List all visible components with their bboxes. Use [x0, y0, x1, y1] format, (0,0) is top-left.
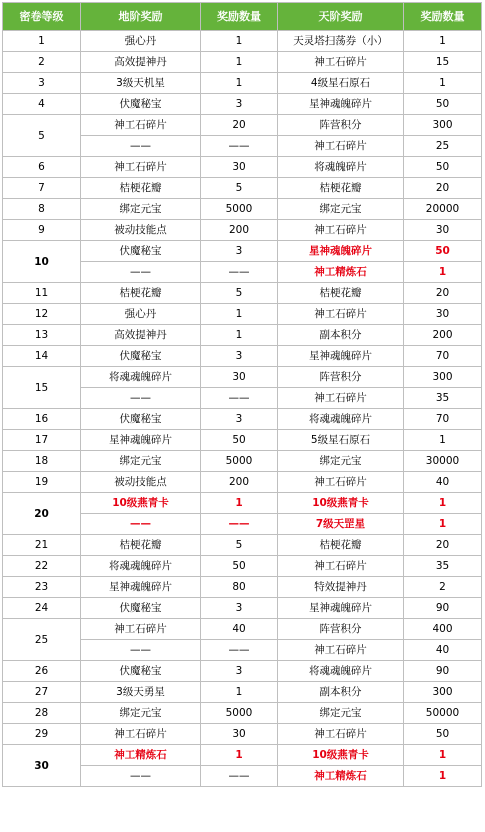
earth-reward-cell: 3级天机星 — [81, 73, 201, 94]
earth-quantity-cell: 30 — [201, 724, 278, 745]
level-cell: 23 — [3, 577, 81, 598]
earth-quantity-cell: 50 — [201, 430, 278, 451]
table-row — [3, 451, 482, 472]
heaven-reward-cell: 桔梗花瓣 — [278, 283, 404, 304]
heaven-quantity-cell: 300 — [404, 367, 482, 388]
heaven-reward-cell: 阵营积分 — [278, 619, 404, 640]
table-row — [3, 724, 482, 745]
level-cell: 26 — [3, 661, 81, 682]
earth-quantity-cell: 3 — [201, 346, 278, 367]
header-earth-quantity: 奖励数量 — [201, 3, 278, 31]
level-cell: 14 — [3, 346, 81, 367]
earth-quantity-cell: 1 — [201, 325, 278, 346]
table-row — [3, 52, 482, 73]
earth-reward-cell: 神工石碎片 — [81, 115, 201, 136]
level-cell: 22 — [3, 556, 81, 577]
heaven-reward-cell: 绑定元宝 — [278, 199, 404, 220]
level-cell: 10 — [3, 241, 81, 283]
earth-quantity-cell: 3 — [201, 661, 278, 682]
heaven-reward-cell: 神工石碎片 — [278, 640, 404, 661]
heaven-reward-cell: 副本积分 — [278, 682, 404, 703]
table-row — [3, 472, 482, 493]
table-row — [3, 409, 482, 430]
heaven-quantity-cell: 20 — [404, 178, 482, 199]
earth-quantity-cell: 5 — [201, 178, 278, 199]
earth-reward-cell: 10级燕青卡 — [81, 493, 201, 514]
heaven-quantity-cell: 300 — [404, 682, 482, 703]
earth-quantity-cell: 200 — [201, 472, 278, 493]
heaven-reward-cell: 桔梗花瓣 — [278, 535, 404, 556]
earth-quantity-cell: 1 — [201, 52, 278, 73]
table-row — [3, 241, 482, 262]
table-row — [3, 73, 482, 94]
table-row — [3, 703, 482, 724]
earth-reward-cell: 星神魂魄碎片 — [81, 577, 201, 598]
heaven-reward-cell: 10级燕青卡 — [278, 493, 404, 514]
earth-quantity-cell: —— — [201, 640, 278, 661]
heaven-quantity-cell: 40 — [404, 640, 482, 661]
earth-quantity-cell: 30 — [201, 367, 278, 388]
heaven-quantity-cell: 90 — [404, 661, 482, 682]
heaven-quantity-cell: 35 — [404, 556, 482, 577]
table-row — [3, 157, 482, 178]
earth-quantity-cell: 1 — [201, 745, 278, 766]
header-earth-reward: 地阶奖励 — [81, 3, 201, 31]
level-cell: 16 — [3, 409, 81, 430]
level-cell: 30 — [3, 745, 81, 787]
earth-quantity-cell: 50 — [201, 556, 278, 577]
earth-quantity-cell: —— — [201, 136, 278, 157]
heaven-reward-cell: 4级星石原石 — [278, 73, 404, 94]
heaven-reward-cell: 天灵塔扫荡券（小） — [278, 31, 404, 52]
earth-quantity-cell: 5000 — [201, 199, 278, 220]
heaven-quantity-cell: 50 — [404, 724, 482, 745]
heaven-quantity-cell: 1 — [404, 493, 482, 514]
heaven-reward-cell: 神工石碎片 — [278, 136, 404, 157]
level-cell: 17 — [3, 430, 81, 451]
level-cell: 7 — [3, 178, 81, 199]
heaven-quantity-cell: 70 — [404, 346, 482, 367]
level-cell: 8 — [3, 199, 81, 220]
heaven-reward-cell: 阵营积分 — [278, 367, 404, 388]
heaven-reward-cell: 7级天罡星 — [278, 514, 404, 535]
table-header-row — [3, 3, 482, 31]
heaven-quantity-cell: 70 — [404, 409, 482, 430]
table-row — [3, 493, 482, 514]
earth-reward-cell: 神工石碎片 — [81, 724, 201, 745]
heaven-reward-cell: 神工石碎片 — [278, 556, 404, 577]
heaven-quantity-cell: 1 — [404, 745, 482, 766]
heaven-quantity-cell: 90 — [404, 598, 482, 619]
heaven-quantity-cell: 20 — [404, 283, 482, 304]
table-row — [3, 283, 482, 304]
earth-quantity-cell: 3 — [201, 409, 278, 430]
heaven-quantity-cell: 50 — [404, 94, 482, 115]
earth-quantity-cell: 5000 — [201, 451, 278, 472]
header-heaven-quantity: 奖励数量 — [404, 3, 482, 31]
earth-quantity-cell: 1 — [201, 493, 278, 514]
heaven-quantity-cell: 15 — [404, 52, 482, 73]
earth-reward-cell: 强心丹 — [81, 304, 201, 325]
heaven-quantity-cell: 1 — [404, 766, 482, 787]
table-row — [3, 94, 482, 115]
heaven-reward-cell: 神工石碎片 — [278, 52, 404, 73]
earth-reward-cell: 3级天勇星 — [81, 682, 201, 703]
earth-quantity-cell: 20 — [201, 115, 278, 136]
earth-quantity-cell: 3 — [201, 241, 278, 262]
earth-reward-cell: 高效提神丹 — [81, 325, 201, 346]
table-row — [3, 325, 482, 346]
earth-quantity-cell: —— — [201, 766, 278, 787]
earth-reward-cell: 伏魔秘宝 — [81, 241, 201, 262]
earth-quantity-cell: 80 — [201, 577, 278, 598]
table-row — [3, 598, 482, 619]
earth-reward-cell: 绑定元宝 — [81, 703, 201, 724]
heaven-reward-cell: 将魂魄碎片 — [278, 157, 404, 178]
heaven-reward-cell: 特效提神丹 — [278, 577, 404, 598]
heaven-reward-cell: 将魂魂魄碎片 — [278, 661, 404, 682]
level-cell: 28 — [3, 703, 81, 724]
earth-quantity-cell: 1 — [201, 304, 278, 325]
heaven-quantity-cell: 1 — [404, 31, 482, 52]
heaven-reward-cell: 神工精炼石 — [278, 766, 404, 787]
earth-quantity-cell: 5 — [201, 535, 278, 556]
table-row — [3, 430, 482, 451]
table-body — [3, 31, 482, 787]
earth-reward-cell: 强心丹 — [81, 31, 201, 52]
earth-reward-cell: 伏魔秘宝 — [81, 94, 201, 115]
heaven-quantity-cell: 300 — [404, 115, 482, 136]
heaven-reward-cell: 神工石碎片 — [278, 220, 404, 241]
level-cell: 18 — [3, 451, 81, 472]
table-row — [3, 556, 482, 577]
earth-quantity-cell: 5 — [201, 283, 278, 304]
level-cell: 25 — [3, 619, 81, 661]
heaven-quantity-cell: 400 — [404, 619, 482, 640]
table-row — [3, 577, 482, 598]
earth-quantity-cell: 5000 — [201, 703, 278, 724]
level-cell: 13 — [3, 325, 81, 346]
level-cell: 11 — [3, 283, 81, 304]
heaven-reward-cell: 绑定元宝 — [278, 451, 404, 472]
level-cell: 24 — [3, 598, 81, 619]
heaven-reward-cell: 10级燕青卡 — [278, 745, 404, 766]
table-row — [3, 346, 482, 367]
earth-reward-cell: 被动技能点 — [81, 472, 201, 493]
table-row — [3, 745, 482, 766]
earth-quantity-cell: 3 — [201, 598, 278, 619]
level-cell: 3 — [3, 73, 81, 94]
level-cell: 12 — [3, 304, 81, 325]
earth-reward-cell: 高效提神丹 — [81, 52, 201, 73]
level-cell: 21 — [3, 535, 81, 556]
heaven-reward-cell: 将魂魂魄碎片 — [278, 409, 404, 430]
heaven-quantity-cell: 1 — [404, 514, 482, 535]
level-cell: 27 — [3, 682, 81, 703]
heaven-reward-cell: 星神魂魄碎片 — [278, 241, 404, 262]
earth-quantity-cell: 40 — [201, 619, 278, 640]
earth-reward-cell: —— — [81, 766, 201, 787]
heaven-quantity-cell: 50000 — [404, 703, 482, 724]
heaven-quantity-cell: 1 — [404, 430, 482, 451]
heaven-reward-cell: 神工石碎片 — [278, 472, 404, 493]
earth-reward-cell: —— — [81, 514, 201, 535]
earth-reward-cell: 绑定元宝 — [81, 451, 201, 472]
earth-reward-cell: —— — [81, 388, 201, 409]
table-row — [3, 304, 482, 325]
earth-quantity-cell: 1 — [201, 73, 278, 94]
heaven-quantity-cell: 2 — [404, 577, 482, 598]
heaven-reward-cell: 阵营积分 — [278, 115, 404, 136]
header-level: 密卷等级 — [3, 3, 81, 31]
level-cell: 19 — [3, 472, 81, 493]
level-cell: 20 — [3, 493, 81, 535]
earth-quantity-cell: —— — [201, 388, 278, 409]
earth-reward-cell: 星神魂魄碎片 — [81, 430, 201, 451]
heaven-reward-cell: 神工石碎片 — [278, 724, 404, 745]
heaven-reward-cell: 星神魂魄碎片 — [278, 94, 404, 115]
earth-quantity-cell: 1 — [201, 682, 278, 703]
heaven-reward-cell: 神工精炼石 — [278, 262, 404, 283]
heaven-quantity-cell: 50 — [404, 241, 482, 262]
heaven-quantity-cell: 30000 — [404, 451, 482, 472]
heaven-reward-cell: 桔梗花瓣 — [278, 178, 404, 199]
heaven-quantity-cell: 40 — [404, 472, 482, 493]
earth-reward-cell: 伏魔秘宝 — [81, 598, 201, 619]
table-row — [3, 220, 482, 241]
table-row — [3, 661, 482, 682]
earth-reward-cell: 伏魔秘宝 — [81, 409, 201, 430]
heaven-quantity-cell: 30 — [404, 220, 482, 241]
heaven-quantity-cell: 1 — [404, 262, 482, 283]
level-cell: 6 — [3, 157, 81, 178]
table-row — [3, 178, 482, 199]
heaven-reward-cell: 绑定元宝 — [278, 703, 404, 724]
heaven-quantity-cell: 25 — [404, 136, 482, 157]
table-row — [3, 535, 482, 556]
level-cell: 29 — [3, 724, 81, 745]
heaven-quantity-cell: 1 — [404, 73, 482, 94]
heaven-reward-cell: 神工石碎片 — [278, 388, 404, 409]
earth-reward-cell: 桔梗花瓣 — [81, 283, 201, 304]
heaven-reward-cell: 星神魂魄碎片 — [278, 598, 404, 619]
table-row — [3, 367, 482, 388]
heaven-reward-cell: 神工石碎片 — [278, 304, 404, 325]
heaven-reward-cell: 5级星石原石 — [278, 430, 404, 451]
level-cell: 4 — [3, 94, 81, 115]
earth-reward-cell: 桔梗花瓣 — [81, 178, 201, 199]
heaven-quantity-cell: 20000 — [404, 199, 482, 220]
earth-quantity-cell: —— — [201, 514, 278, 535]
heaven-quantity-cell: 20 — [404, 535, 482, 556]
table-row — [3, 31, 482, 52]
earth-reward-cell: 伏魔秘宝 — [81, 661, 201, 682]
earth-quantity-cell: —— — [201, 262, 278, 283]
level-cell: 5 — [3, 115, 81, 157]
earth-reward-cell: 伏魔秘宝 — [81, 346, 201, 367]
earth-reward-cell: 神工石碎片 — [81, 619, 201, 640]
heaven-quantity-cell: 35 — [404, 388, 482, 409]
header-heaven-reward: 天阶奖励 — [278, 3, 404, 31]
earth-reward-cell: —— — [81, 262, 201, 283]
table-row — [3, 682, 482, 703]
heaven-reward-cell: 星神魂魄碎片 — [278, 346, 404, 367]
table-row — [3, 115, 482, 136]
earth-reward-cell: —— — [81, 136, 201, 157]
table-row — [3, 619, 482, 640]
earth-quantity-cell: 1 — [201, 31, 278, 52]
earth-reward-cell: 神工精炼石 — [81, 745, 201, 766]
heaven-quantity-cell: 30 — [404, 304, 482, 325]
level-cell: 9 — [3, 220, 81, 241]
table-row — [3, 199, 482, 220]
earth-reward-cell: 被动技能点 — [81, 220, 201, 241]
level-cell: 15 — [3, 367, 81, 409]
earth-reward-cell: 将魂魂魄碎片 — [81, 556, 201, 577]
heaven-reward-cell: 副本积分 — [278, 325, 404, 346]
reward-table — [2, 2, 482, 787]
earth-quantity-cell: 30 — [201, 157, 278, 178]
heaven-quantity-cell: 50 — [404, 157, 482, 178]
earth-reward-cell: 神工石碎片 — [81, 157, 201, 178]
earth-quantity-cell: 3 — [201, 94, 278, 115]
earth-reward-cell: 绑定元宝 — [81, 199, 201, 220]
earth-reward-cell: 桔梗花瓣 — [81, 535, 201, 556]
level-cell: 2 — [3, 52, 81, 73]
earth-reward-cell: —— — [81, 640, 201, 661]
earth-reward-cell: 将魂魂魄碎片 — [81, 367, 201, 388]
heaven-quantity-cell: 200 — [404, 325, 482, 346]
level-cell: 1 — [3, 31, 81, 52]
earth-quantity-cell: 200 — [201, 220, 278, 241]
